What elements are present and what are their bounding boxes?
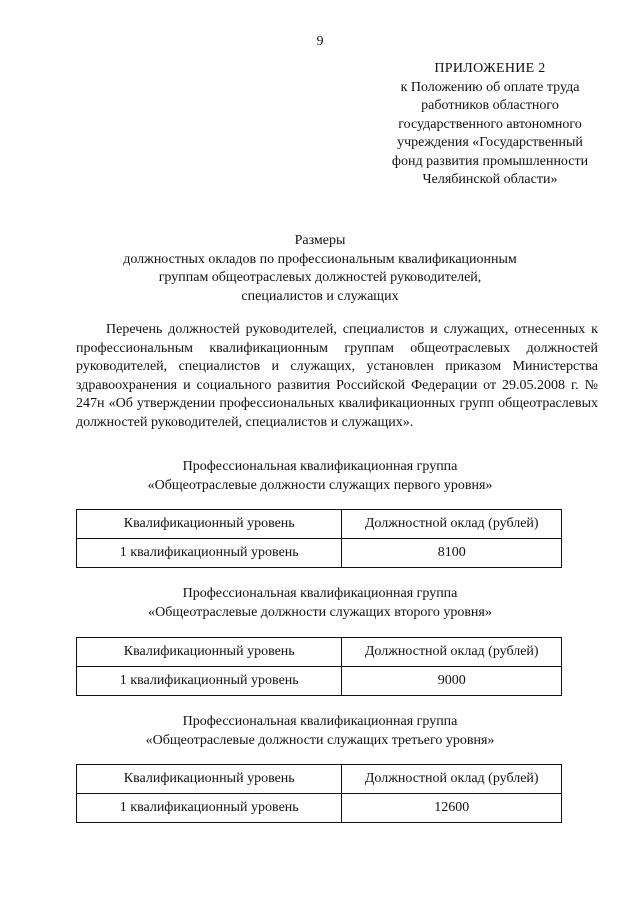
salary-table-3: [76, 764, 562, 823]
column-header-salary: Должностной оклад (рублей): [342, 765, 562, 794]
table-header-row: [77, 765, 562, 794]
level-cell: 1 квалификационный уровень: [77, 667, 342, 696]
group-heading-line: «Общеотраслевые должности служащих третьего уровня»: [145, 732, 495, 748]
page-number: 9: [316, 34, 324, 49]
appendix-block: [370, 60, 610, 190]
group-heading-line: Профессиональная квалификационная группа: [182, 714, 458, 729]
table-row: [77, 539, 562, 568]
title-line: специалистов и служащих: [241, 288, 399, 304]
group-heading-line: Профессиональная квалификационная группа: [182, 586, 458, 601]
appendix-line: учреждения «Государственный: [397, 135, 583, 150]
appendix-line: к Положению об оплате труда: [400, 79, 580, 95]
column-header-salary: Должностной оклад (рублей): [342, 638, 562, 667]
salary-cell: 9000: [342, 667, 562, 696]
salary-table-2: [76, 637, 562, 696]
column-header-salary: Должностной оклад (рублей): [342, 510, 562, 539]
intro-paragraph: Перечень должностей руководителей, специалистов и служащих, отнесенных к профессиональным квалификационным группам общеотраслевых должностей руководителей, специалистов и служащих, установлен приказом Министерства здравоохранения и социального развития Российской Федерации от 29.05.2008 г. № 247н «Об утверждении профессиональных квалификационных групп общеотраслевых должностей руководителей, специалистов и служащих».: [76, 322, 598, 430]
level-cell: 1 квалификационный уровень: [77, 539, 342, 568]
level-cell: 1 квалификационный уровень: [77, 794, 342, 823]
column-header-level: Квалификационный уровень: [77, 765, 342, 794]
group-heading-3: [80, 713, 560, 750]
salary-cell: 8100: [342, 539, 562, 568]
appendix-line: Челябинской области»: [422, 172, 558, 187]
appendix-line: государственного автономного: [398, 116, 582, 132]
group-heading-line: «Общеотраслевые должности служащих второго уровня»: [148, 604, 492, 620]
table-row: [77, 667, 562, 696]
column-header-level: Квалификационный уровень: [77, 510, 342, 539]
title-line: должностных окладов по профессиональным квалификационным: [123, 251, 517, 267]
appendix-line: работников областного: [421, 98, 559, 113]
table-header-row: [77, 510, 562, 539]
group-heading-line: «Общеотраслевые должности служащих первого уровня»: [147, 477, 493, 493]
table-row: [77, 794, 562, 823]
salary-cell: 12600: [342, 794, 562, 823]
document-title: [80, 232, 560, 306]
group-heading-line: Профессиональная квалификационная группа: [182, 459, 458, 474]
appendix-title: ПРИЛОЖЕНИЕ 2: [434, 61, 546, 76]
column-header-level: Квалификационный уровень: [77, 638, 342, 667]
appendix-line: фонд развития промышленности: [391, 153, 589, 169]
salary-table-1: [76, 509, 562, 568]
table-header-row: [77, 638, 562, 667]
title-line: группам общеотраслевых должностей руководителей,: [158, 270, 482, 285]
title-line: Размеры: [294, 233, 346, 248]
group-heading-1: [80, 458, 560, 495]
group-heading-2: [80, 585, 560, 622]
